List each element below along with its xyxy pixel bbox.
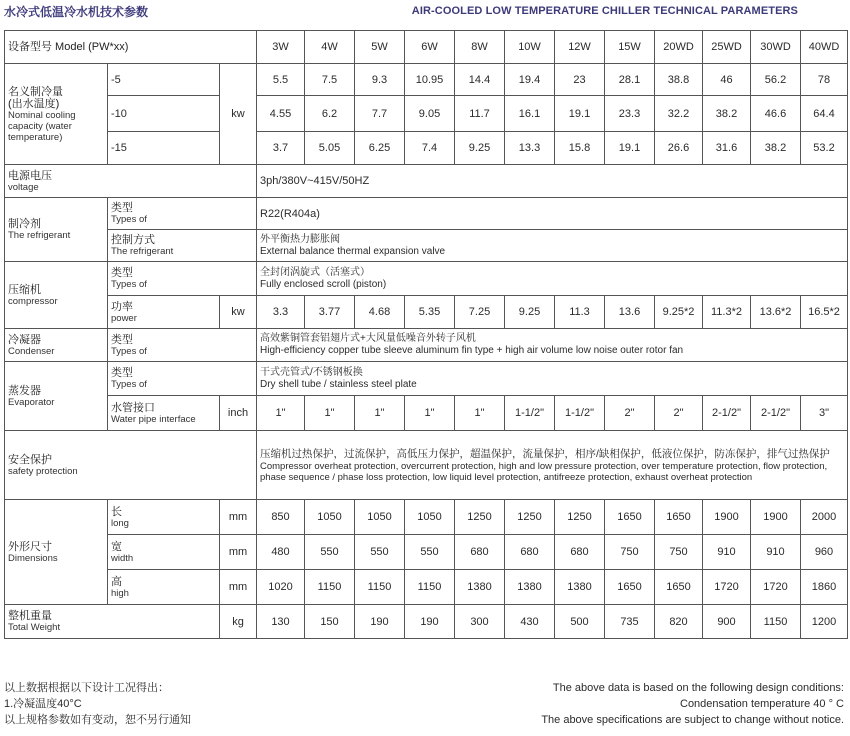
safety-label: 安全保护 safety protection: [5, 431, 257, 500]
table-cell: 3": [801, 396, 848, 431]
table-cell: 1150: [405, 570, 455, 605]
table-cell: 1050: [355, 500, 405, 535]
table-cell: 3W: [257, 31, 305, 64]
table-cell: 150: [305, 605, 355, 639]
table-cell: 7.4: [405, 132, 455, 165]
footer-note: The above data is based on the following design conditions:: [552, 682, 844, 694]
weight-label: 整机重量 Total Weight: [5, 605, 220, 639]
table-cell: 1380: [505, 570, 555, 605]
table-cell: 15.8: [555, 132, 605, 165]
table-cell: 1650: [605, 570, 655, 605]
evaporator-pipe-unit: inch: [220, 396, 257, 431]
cooling-temp: -10: [108, 96, 220, 132]
condenser-type-label: 类型 Types of: [108, 329, 257, 362]
table-cell: 750: [655, 535, 703, 570]
table-cell: 7.7: [355, 96, 405, 132]
dimension-unit: mm: [220, 535, 257, 570]
table-cell: 300: [455, 605, 505, 639]
dimension-row: [5, 570, 848, 605]
dimension-unit: mm: [220, 500, 257, 535]
table-cell: 64.4: [801, 96, 848, 132]
cooling-row: [5, 64, 848, 96]
table-cell: 25WD: [703, 31, 751, 64]
table-cell: 1050: [305, 500, 355, 535]
safety-row: [5, 431, 848, 500]
footer-notes-english: [541, 680, 844, 728]
table-cell: 1": [405, 396, 455, 431]
voltage-row: [5, 165, 848, 198]
table-cell: 1150: [305, 570, 355, 605]
spec-table: [4, 30, 848, 639]
compressor-type-row: [5, 262, 848, 296]
table-cell: 750: [605, 535, 655, 570]
table-cell: 5W: [355, 31, 405, 64]
table-cell: 8W: [455, 31, 505, 64]
table-cell: 14.4: [455, 64, 505, 96]
table-cell: 550: [305, 535, 355, 570]
table-cell: 6.2: [305, 96, 355, 132]
refrigerant-type-value: R22(R404a): [257, 198, 848, 230]
table-cell: 2-1/2": [751, 396, 801, 431]
table-cell: 46: [703, 64, 751, 96]
model-row: [5, 31, 848, 64]
table-cell: 910: [751, 535, 801, 570]
table-cell: 13.6: [605, 296, 655, 329]
table-cell: 30WD: [751, 31, 801, 64]
table-cell: 1650: [605, 500, 655, 535]
model-label: 设备型号 Model (PW*xx): [5, 31, 257, 64]
condenser-label: 冷凝器 Condenser: [5, 329, 108, 362]
table-cell: 20WD: [655, 31, 703, 64]
table-cell: 5.05: [305, 132, 355, 165]
table-cell: 28.1: [605, 64, 655, 96]
table-cell: 1720: [751, 570, 801, 605]
table-cell: 9.25: [505, 296, 555, 329]
compressor-power-unit: kw: [220, 296, 257, 329]
table-cell: 9.25*2: [655, 296, 703, 329]
table-cell: 2": [605, 396, 655, 431]
table-cell: 1860: [801, 570, 848, 605]
table-cell: 850: [257, 500, 305, 535]
table-cell: 9.3: [355, 64, 405, 96]
table-cell: 960: [801, 535, 848, 570]
footer-note: 以上数据根据以下设计工况得出：: [4, 682, 169, 694]
refrigerant-control-value: 外平衡热力膨胀阀 External balance thermal expansion valve: [257, 230, 848, 262]
refrigerant-control-row: [5, 230, 848, 262]
table-cell: 19.4: [505, 64, 555, 96]
table-cell: 11.3*2: [703, 296, 751, 329]
table-cell: 19.1: [605, 132, 655, 165]
table-cell: 32.2: [655, 96, 703, 132]
table-cell: 4.68: [355, 296, 405, 329]
table-cell: 10.95: [405, 64, 455, 96]
footer-note: 以上规格参数如有变动，恕不另行通知: [4, 714, 191, 726]
table-cell: 550: [355, 535, 405, 570]
table-cell: 9.25: [455, 132, 505, 165]
table-cell: 38.2: [751, 132, 801, 165]
table-cell: 6.25: [355, 132, 405, 165]
weight-row: [5, 605, 848, 639]
table-cell: 5.5: [257, 64, 305, 96]
table-cell: 4.55: [257, 96, 305, 132]
compressor-power-row: [5, 296, 848, 329]
safety-value: 压缩机过热保护，过流保护，高低压力保护，超温保护，流量保护，相序/缺相保护，低液位保护，防冻保护，排气过热保护 Compressor overheat protection, overcurrent protection, high and low pressure protection, over temperature protection, flow protection, phase sequence / phase loss protection, low liquid level protection, antifreeze protection, exhaust overheat protection: [257, 431, 848, 500]
table-cell: 38.2: [703, 96, 751, 132]
table-cell: 16.1: [505, 96, 555, 132]
table-cell: 190: [355, 605, 405, 639]
dimension-row: [5, 535, 848, 570]
table-cell: 1020: [257, 570, 305, 605]
table-cell: 1": [355, 396, 405, 431]
table-cell: 7.5: [305, 64, 355, 96]
table-cell: 550: [405, 535, 455, 570]
table-cell: 16.5*2: [801, 296, 848, 329]
table-cell: 23: [555, 64, 605, 96]
table-cell: 1650: [655, 500, 703, 535]
table-cell: 56.2: [751, 64, 801, 96]
table-cell: 11.7: [455, 96, 505, 132]
title-english: AIR-COOLED LOW TEMPERATURE CHILLER TECHNICAL PARAMETERS: [411, 5, 798, 17]
cooling-temp: -15: [108, 132, 220, 165]
evaporator-type-label: 类型 Types of: [108, 362, 257, 396]
table-cell: 7.25: [455, 296, 505, 329]
table-cell: 1": [305, 396, 355, 431]
evaporator-pipe-label: 水管接口 Water pipe interface: [108, 396, 220, 431]
table-cell: 6W: [405, 31, 455, 64]
dimension-label: 长 long: [108, 500, 220, 535]
footer-note: Condensation temperature 40 ° C: [680, 698, 844, 710]
table-cell: 19.1: [555, 96, 605, 132]
compressor-label: 压缩机 compressor: [5, 262, 108, 329]
table-cell: 53.2: [801, 132, 848, 165]
table-cell: 13.3: [505, 132, 555, 165]
table-cell: 1-1/2": [505, 396, 555, 431]
table-cell: 1250: [455, 500, 505, 535]
table-cell: 12W: [555, 31, 605, 64]
refrigerant-label: 制冷剂 The refrigerant: [5, 198, 108, 262]
evaporator-type-row: [5, 362, 848, 396]
table-cell: 40WD: [801, 31, 848, 64]
table-cell: 680: [555, 535, 605, 570]
footer-notes-chinese: [4, 680, 191, 728]
cooling-unit: kw: [220, 64, 257, 165]
table-cell: 2": [655, 396, 703, 431]
footer-note: 1.冷凝温度40°C: [4, 698, 82, 710]
table-cell: 430: [505, 605, 555, 639]
table-cell: 38.8: [655, 64, 703, 96]
table-cell: 1-1/2": [555, 396, 605, 431]
dimension-row: [5, 500, 848, 535]
dimensions-label: 外形尺寸 Dimensions: [5, 500, 108, 605]
table-cell: 1250: [555, 500, 605, 535]
cooling-row: [5, 96, 848, 132]
dimension-label: 高 high: [108, 570, 220, 605]
cooling-temp: -5: [108, 64, 220, 96]
table-cell: 900: [703, 605, 751, 639]
table-cell: 13.6*2: [751, 296, 801, 329]
table-cell: 735: [605, 605, 655, 639]
table-cell: 11.3: [555, 296, 605, 329]
voltage-value: 3ph/380V~415V/50HZ: [257, 165, 848, 198]
table-cell: 46.6: [751, 96, 801, 132]
table-cell: 1": [455, 396, 505, 431]
table-cell: 78: [801, 64, 848, 96]
weight-unit: kg: [220, 605, 257, 639]
condenser-value: 高效紫铜管套铝翅片式+大风量低噪音外转子风机 High-efficiency copper tube sleeve aluminum fin type + high air volume low noise outer rotor fan: [257, 329, 848, 362]
table-cell: 1380: [555, 570, 605, 605]
table-cell: 1900: [751, 500, 801, 535]
table-cell: 1250: [505, 500, 555, 535]
table-cell: 1200: [801, 605, 848, 639]
evaporator-pipe-row: [5, 396, 848, 431]
table-cell: 680: [455, 535, 505, 570]
table-cell: 1720: [703, 570, 751, 605]
table-cell: 1380: [455, 570, 505, 605]
table-cell: 1650: [655, 570, 703, 605]
table-cell: 190: [405, 605, 455, 639]
table-cell: 1900: [703, 500, 751, 535]
table-cell: 2-1/2": [703, 396, 751, 431]
table-cell: 9.05: [405, 96, 455, 132]
evaporator-label: 蒸发器 Evaporator: [5, 362, 108, 431]
table-cell: 1150: [751, 605, 801, 639]
dimension-label: 宽 width: [108, 535, 220, 570]
table-cell: 10W: [505, 31, 555, 64]
refrigerant-type-row: [5, 198, 848, 230]
table-cell: 3.3: [257, 296, 305, 329]
compressor-type-value: 全封闭涡旋式（活塞式） Fully enclosed scroll (piston): [257, 262, 848, 296]
cooling-row: [5, 132, 848, 165]
table-cell: 130: [257, 605, 305, 639]
title-chinese: 水冷式低温冷水机技术参数: [4, 5, 149, 19]
table-cell: 480: [257, 535, 305, 570]
table-cell: 3.77: [305, 296, 355, 329]
table-cell: 910: [703, 535, 751, 570]
table-cell: 1": [257, 396, 305, 431]
footer-note: The above specifications are subject to change without notice.: [541, 714, 844, 726]
table-cell: 31.6: [703, 132, 751, 165]
table-cell: 1150: [355, 570, 405, 605]
table-cell: 2000: [801, 500, 848, 535]
compressor-power-label: 功率 power: [108, 296, 220, 329]
table-cell: 5.35: [405, 296, 455, 329]
table-cell: 23.3: [605, 96, 655, 132]
compressor-type-label: 类型 Types of: [108, 262, 257, 296]
cooling-label: 名义制冷量 (出水温度) Nominal cooling capacity (water temperature): [5, 64, 108, 165]
table-cell: 500: [555, 605, 605, 639]
table-cell: 4W: [305, 31, 355, 64]
dimension-unit: mm: [220, 570, 257, 605]
evaporator-value: 干式壳管式/不锈钢板换 Dry shell tube / stainless steel plate: [257, 362, 848, 396]
table-cell: 1050: [405, 500, 455, 535]
voltage-label: 电源电压 voltage: [5, 165, 257, 198]
table-cell: 680: [505, 535, 555, 570]
table-cell: 3.7: [257, 132, 305, 165]
table-cell: 15W: [605, 31, 655, 64]
condenser-row: [5, 329, 848, 362]
table-cell: 820: [655, 605, 703, 639]
table-cell: 26.6: [655, 132, 703, 165]
refrigerant-control-label: 控制方式 The refrigerant: [108, 230, 257, 262]
refrigerant-type-label: 类型 Types of: [108, 198, 257, 230]
